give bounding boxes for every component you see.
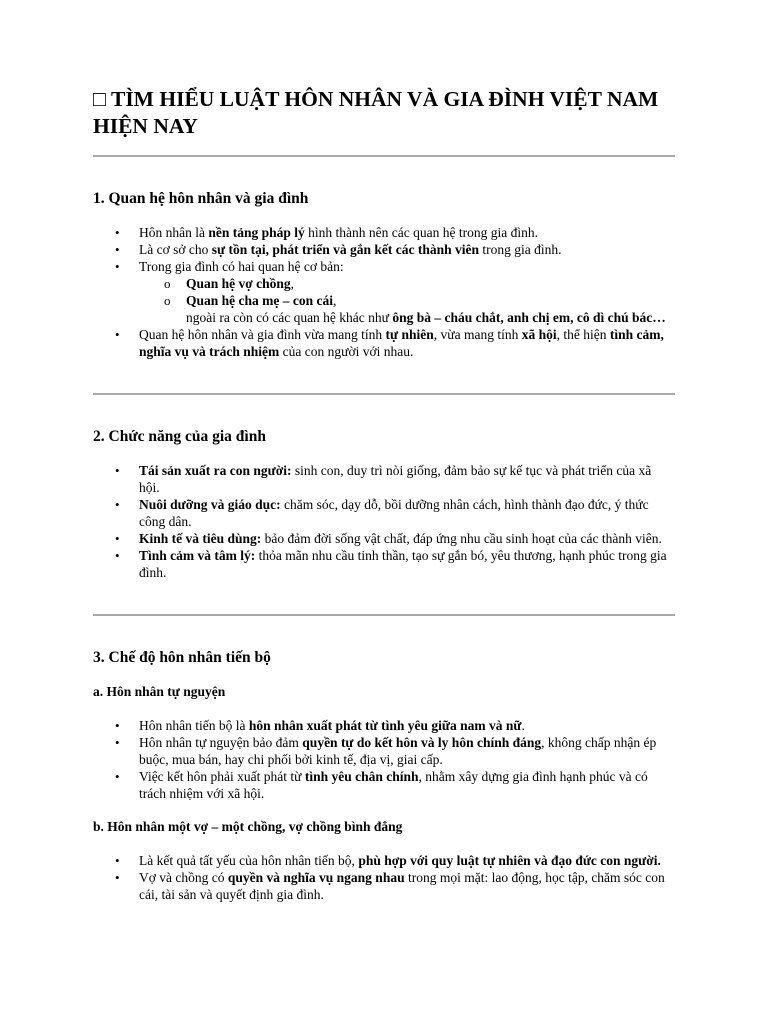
subsection-b-list [93,852,675,903]
list-item: • Tình cảm và tâm lý: thỏa mãn nhu cầu tinh thần, tạo sự gắn bó, yêu thương, hạnh phúc trong gia đình. [93,547,675,581]
list-item: • Hôn nhân tiến bộ là hôn nhân xuất phát từ tình yêu giữa nam và nữ. [93,717,675,734]
list-item: • Vợ và chồng có quyền và nghĩa vụ ngang nhau trong mọi mặt: lao động, học tập, chăm sóc con cái, tài sản và quyết định gia đình. [93,869,675,903]
list-item: • Tái sản xuất ra con người: sinh con, duy trì nòi giống, đảm bảo sự kế tục và phát triển của xã hội. [93,462,675,496]
section-2-heading: 2. Chức năng của gia đình [93,428,266,445]
list-item: • Quan hệ hôn nhân và gia đình vừa mang tính tự nhiên, vừa mang tính xã hội, thể hiện tình cảm, nghĩa vụ và trách nhiệm của con người với nhau. [93,326,675,360]
list-item: • Hôn nhân tự nguyện bảo đảm quyền tự do kết hôn và ly hôn chính đáng, không chấp nhận ép buộc, mua bán, hay chi phối bởi kinh tế, địa vị, giai cấp. [93,734,675,768]
sub-list-item: o Quan hệ cha mẹ – con cái, [93,292,675,309]
section-1-heading: 1. Quan hệ hôn nhân và gia đình [93,190,309,207]
divider [93,393,675,395]
sub-list-item: o Quan hệ vợ chồng, [93,275,675,292]
divider [93,614,675,616]
list-item: • Trong gia đình có hai quan hệ cơ bản: [93,258,675,275]
divider [93,155,675,157]
list-item: • Là cơ sở cho sự tồn tại, phát triển và gắn kết các thành viên trong gia đình. [93,241,675,258]
page-title: □ TÌM HIỂU LUẬT HÔN NHÂN VÀ GIA ĐÌNH VIỆT NAM HIỆN NAY [93,87,659,138]
list-item: • Nuôi dưỡng và giáo dục: chăm sóc, dạy dỗ, bồi dưỡng nhân cách, hình thành đạo đức, ý thức công dân. [93,496,675,530]
subsection-b-heading: b. Hôn nhân một vợ – một chồng, vợ chồng bình đẳng [93,819,403,834]
section-3-heading: 3. Chế độ hôn nhân tiến bộ [93,649,271,666]
list-item: • Kinh tế và tiêu dùng: bảo đảm đời sống vật chất, đáp ứng nhu cầu sinh hoạt của các thành viên. [93,530,675,547]
list-item: • Việc kết hôn phải xuất phát từ tình yêu chân chính, nhằm xây dựng gia đình hạnh phúc và có trách nhiệm với xã hội. [93,768,675,802]
sub-list-continuation: ngoài ra còn có các quan hệ khác như ông bà – cháu chắt, anh chị em, cô dì chú bác… [186,310,666,325]
section-1-list [93,224,675,360]
list-item: • Là kết quả tất yếu của hôn nhân tiến bộ, phù hợp với quy luật tự nhiên và đạo đức con người. [93,852,675,869]
subsection-a-heading: a. Hôn nhân tự nguyện [93,684,226,699]
subsection-a-list [93,717,675,802]
section-2-list [93,462,675,581]
list-item: • Hôn nhân là nền tảng pháp lý hình thành nên các quan hệ trong gia đình. [93,224,675,241]
